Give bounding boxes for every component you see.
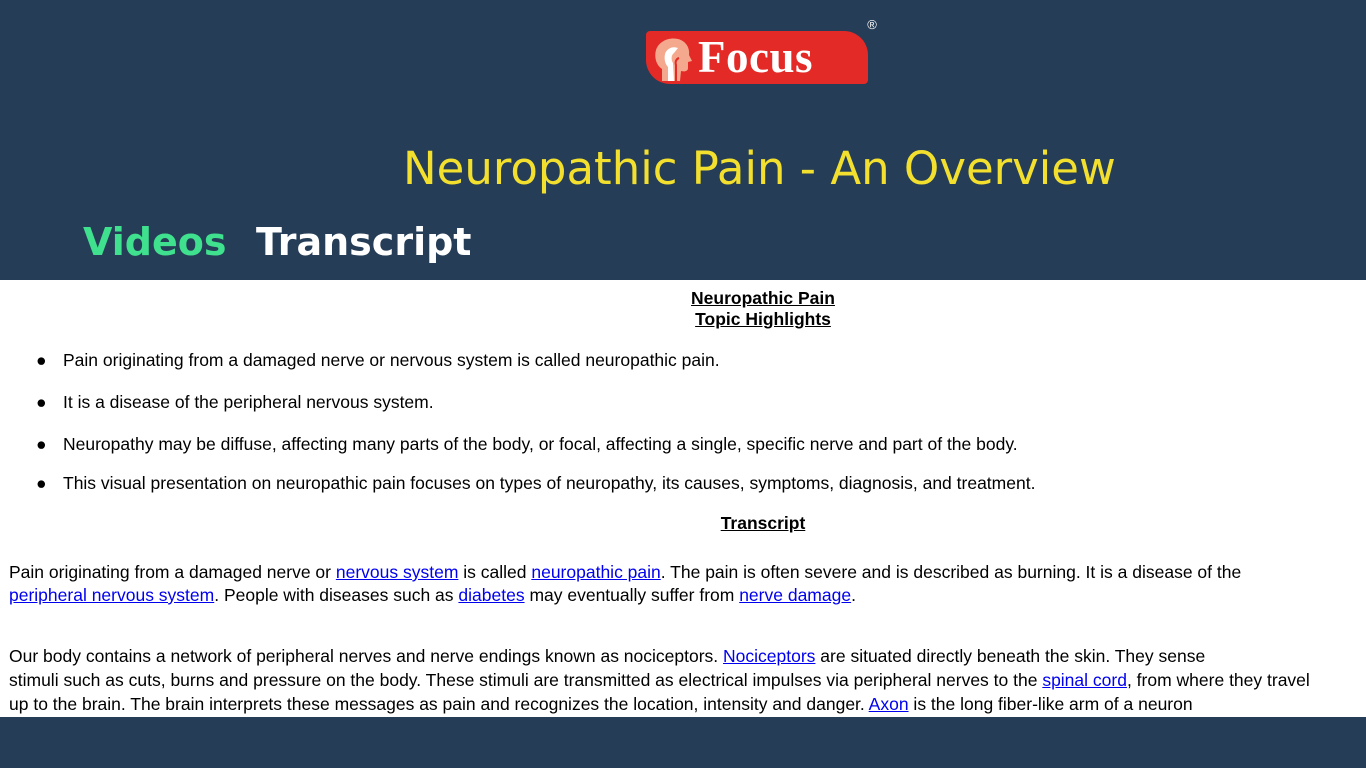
content-subtitle: Topic Highlights <box>695 309 831 329</box>
list-item-text: Neuropathy may be diffuse, affecting many parts of the body, or focal, affecting a single, specific nerve and part of the body. <box>63 434 1018 454</box>
paragraph-text: . People with diseases such as <box>214 585 459 605</box>
bullet-icon: ● <box>36 392 47 412</box>
bullet-icon: ● <box>36 434 47 454</box>
glossary-link[interactable]: spinal cord <box>1042 670 1127 690</box>
list-item-text: This visual presentation on neuropathic pain focuses on types of neuropathy, its causes, symptoms, diagnosis, and treatment. <box>63 473 1036 493</box>
paragraph-2-line-2 <box>9 668 1310 692</box>
transcript-content[interactable] <box>0 280 1366 717</box>
logo-text: Focus <box>698 32 813 82</box>
paragraph-text: . <box>851 585 856 605</box>
paragraph-text: up to the brain. The brain interprets these messages as pain and recognizes the location, intensity and danger. <box>9 694 869 714</box>
glossary-link[interactable]: neuropathic pain <box>531 562 661 582</box>
tab-transcript[interactable]: Transcript <box>256 220 472 264</box>
head-profile-icon <box>652 37 692 81</box>
paragraph-text: is the long fiber-like arm of a neuron <box>908 694 1193 714</box>
paragraph-2-line-3 <box>9 692 1193 716</box>
paragraph-text: , from where they travel <box>1126 670 1310 690</box>
content-title: Neuropathic Pain <box>691 288 835 308</box>
bullet-icon: ● <box>36 473 47 493</box>
page-title: Neuropathic Pain - An Overview <box>403 142 1116 195</box>
paragraph-text: may eventually suffer from <box>524 585 740 605</box>
glossary-link[interactable]: nerve damage <box>739 585 852 605</box>
glossary-link[interactable]: diabetes <box>458 585 525 605</box>
paragraph-text: Pain originating from a damaged nerve or <box>9 562 336 582</box>
tab-videos[interactable]: Videos <box>83 220 227 264</box>
transcript-heading: Transcript <box>720 513 806 533</box>
app-header <box>0 0 1366 280</box>
glossary-link[interactable]: Nociceptors <box>723 646 816 666</box>
glossary-link[interactable]: Axon <box>868 694 909 714</box>
paragraph-text: stimuli such as cuts, burns and pressure on the body. These stimuli are transmitted as electrical impulses via peripheral nerves to the <box>9 670 1043 690</box>
paragraph-text: are situated directly beneath the skin. They sense <box>815 646 1206 666</box>
paragraph-text: Our body contains a network of peripheral nerves and nerve endings known as nociceptors. <box>9 646 724 666</box>
list-item-text: It is a disease of the peripheral nervous system. <box>63 392 434 412</box>
glossary-link[interactable]: nervous system <box>335 562 459 582</box>
paragraph-text: . The pain is often severe and is described as burning. It is a disease of the <box>660 562 1242 582</box>
paragraph-1-line-1 <box>9 560 1241 584</box>
app-footer <box>0 717 1366 768</box>
focus-logo <box>646 31 868 84</box>
paragraph-1-line-2 <box>9 583 856 607</box>
paragraph-2-line-1 <box>9 644 1205 668</box>
paragraph-text: is called <box>458 562 532 582</box>
bullet-icon: ● <box>36 350 47 370</box>
glossary-link[interactable]: peripheral nervous system <box>9 585 215 605</box>
list-item-text: Pain originating from a damaged nerve or nervous system is called neuropathic pain. <box>63 350 720 370</box>
registered-mark: ® <box>867 17 877 32</box>
